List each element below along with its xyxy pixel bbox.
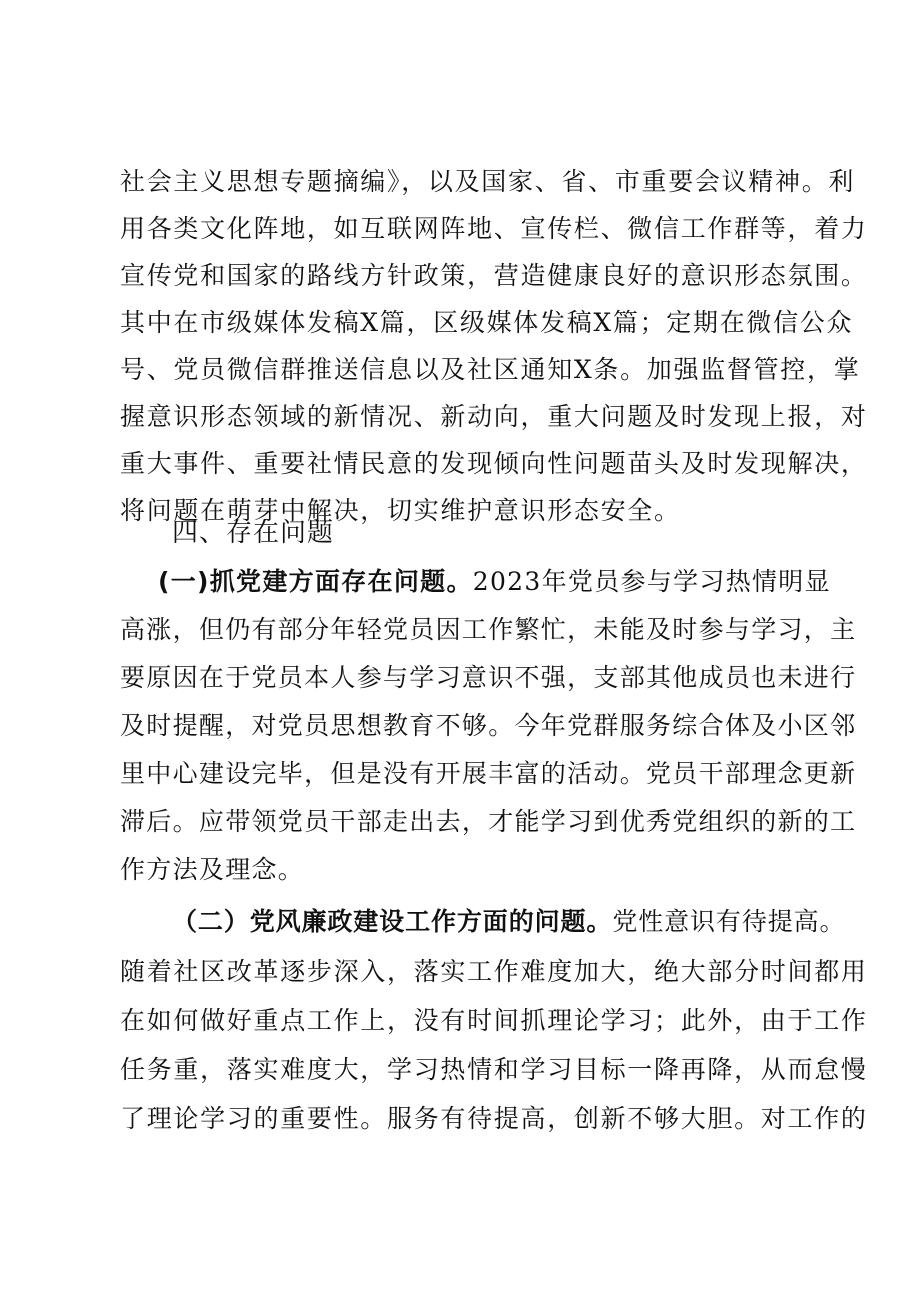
paragraph-line: 及时提醒，对党员思想教育不够。今年党群服务综合体及小区邻 [120,711,857,740]
paragraph-line: 高涨，但仍有部分年轻党员因工作繁忙，未能及时参与学习，主 [120,615,857,644]
subsection-first-line [158,562,831,602]
section-heading: 四、存在问题 [172,518,335,548]
paragraph-line: 社会主义思想专题摘编》，以及国家、省、市重要会议精神。利 [120,167,856,196]
paragraph-line: 号、党员微信群推送信息以及社区通知X条。加强监督管控，掌 [120,355,861,384]
paragraph-line: 里中心建设完毕，但是没有开展丰富的活动。党员干部理念更新 [120,759,857,788]
paragraph-line: 滞后。应带领党员干部走出去，才能学习到优秀党组织的新的工 [120,807,857,836]
paragraph-line: 在如何做好重点工作上，没有时间抓理论学习；此外，由于工作 [120,1006,868,1035]
paragraph-line: 任务重，落实难度大，学习热情和学习目标一降再降，从而怠慢 [120,1055,868,1084]
subsection-title: （二）党风廉政建设工作方面的问题。 [172,907,613,936]
subsection-text: 2023年党员参与学习热情明显 [472,567,831,596]
paragraph-line: 了理论学习的重要性。服务有待提高，创新不够大胆。对工作的 [120,1104,868,1133]
paragraph-line: 用各类文化阵地，如互联网阵地、宣传栏、微信工作群等，着力 [120,214,868,243]
paragraph-line: 将问题在萌芽中解决，切实维护意识形态安全。 [120,496,681,525]
subsection-text: 党性意识有待提高。 [612,907,846,936]
subsection-title: (一)抓党建方面存在问题。 [158,567,473,596]
paragraph-line: 握意识形态领域的新情况、新动向，重大问题及时发现上报，对 [120,402,868,431]
paragraph-line: 随着社区改革逐步深入，落实工作难度加大，绝大部分时间都用 [120,957,868,986]
paragraph-line: 作方法及理念。 [120,855,305,884]
paragraph-line: 宣传党和国家的路线方针政策，营造健康良好的意识形态氛围。 [120,261,868,290]
paragraph-line: 要原因在于党员本人参与学习意识不强，支部其他成员也未进行 [120,663,857,692]
paragraph-line: 重大事件、重要社情民意的发现倾向性问题苗头及时发现解决， [120,449,868,478]
subsection-first-line [172,902,845,942]
paragraph-line: 其中在市级媒体发稿X篇，区级媒体发稿X篇；定期在微信公众 [120,308,854,337]
